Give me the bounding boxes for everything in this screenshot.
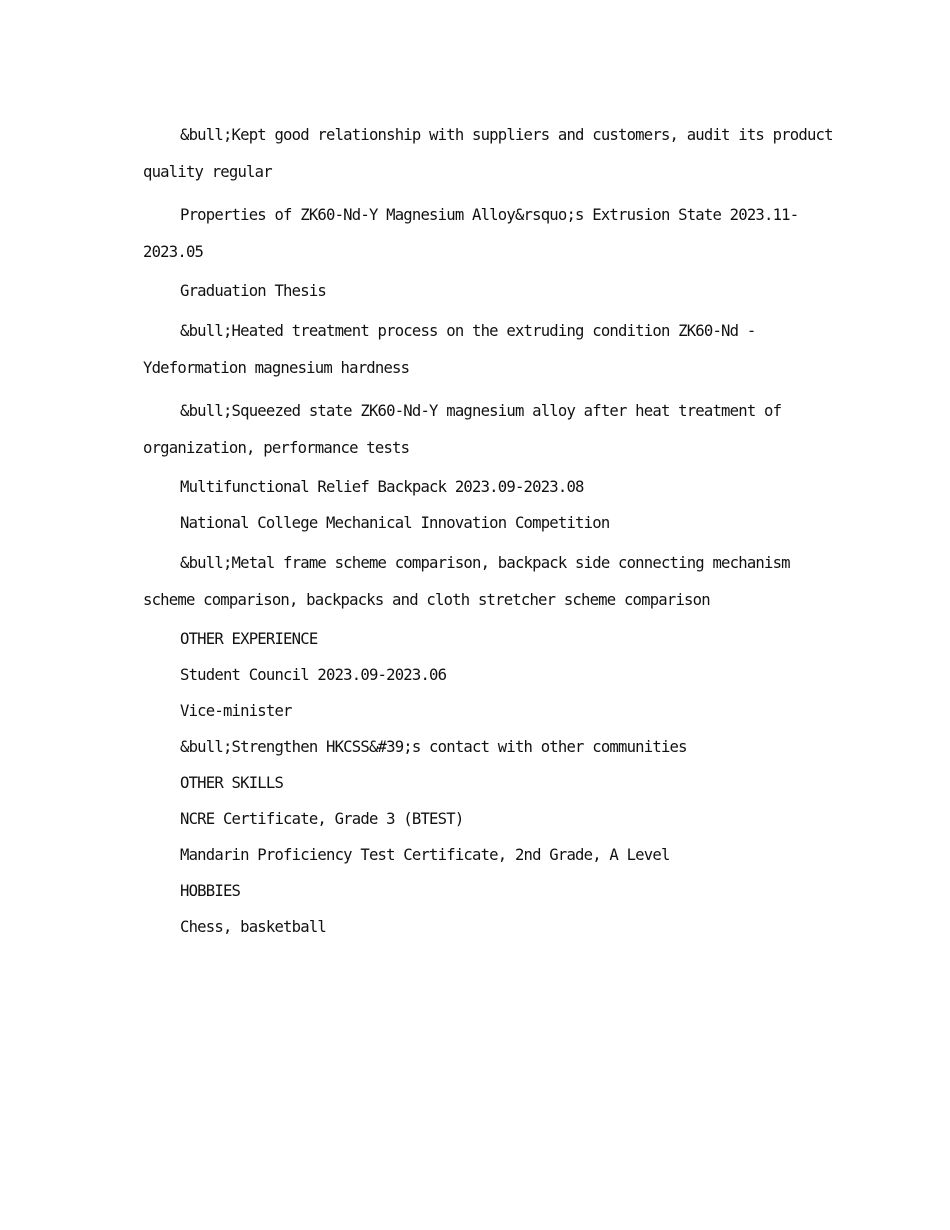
- project-competition-name: National College Mechanical Innovation Competition: [180, 514, 610, 532]
- section-heading-hobbies: HOBBIES: [180, 882, 241, 900]
- section-heading-other-experience: OTHER EXPERIENCE: [180, 630, 318, 648]
- skill-mandarin-certificate: Mandarin Proficiency Test Certificate, 2nd Grade, A Level: [180, 846, 670, 864]
- project-graduation-thesis: Graduation Thesis: [180, 282, 327, 300]
- bullet-hkcss-contact: &bull;Strengthen HKCSS&#39;s contact with other communities: [180, 738, 687, 756]
- bullet-heat-treatment-hardness: &bull;Heated treatment process on the extruding condition ZK60-Nd -Ydeformation magnesium hardness: [143, 322, 756, 377]
- section-heading-other-skills: OTHER SKILLS: [180, 774, 284, 792]
- project-magnesium-alloy-title: Properties of ZK60-Nd-Y Magnesium Alloy&rsquo;s Extrusion State 2023.11-2023.05: [143, 206, 799, 261]
- hobbies-list: Chess, basketball: [180, 918, 327, 936]
- document-body: [143, 117, 833, 949]
- bullet-supplier-relationship: &bull;Kept good relationship with suppliers and customers, audit its product quality regular: [143, 126, 833, 181]
- bullet-squeezed-state-tests: &bull;Squeezed state ZK60-Nd-Y magnesium alloy after heat treatment of organization, performance tests: [143, 402, 782, 457]
- project-relief-backpack-title: Multifunctional Relief Backpack 2023.09-2023.08: [180, 478, 584, 496]
- bullet-scheme-comparison: &bull;Metal frame scheme comparison, backpack side connecting mechanism scheme comparison, backpacks and cloth stretcher scheme comparison: [143, 554, 790, 609]
- skill-ncre-certificate: NCRE Certificate, Grade 3 (BTEST): [180, 810, 464, 828]
- experience-student-council: Student Council 2023.09-2023.06: [180, 666, 447, 684]
- experience-role: Vice-minister: [180, 702, 292, 720]
